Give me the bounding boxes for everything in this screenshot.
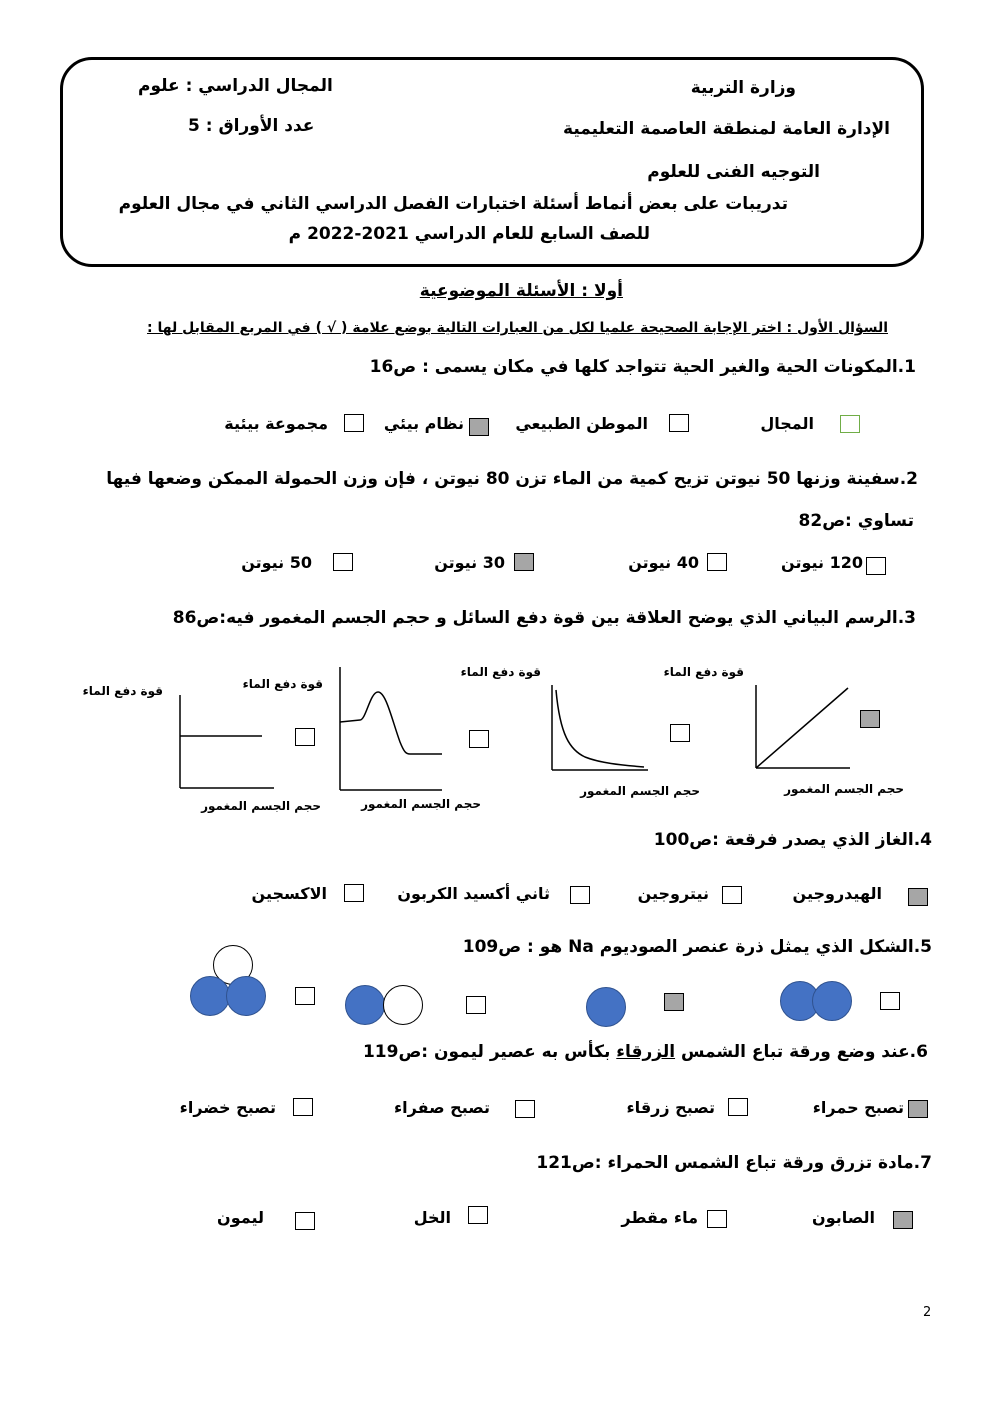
page-number: 2 (923, 1305, 932, 1320)
q4-option-1-label: الهيدروجين (792, 884, 882, 903)
q3-option-3-checkbox[interactable] (469, 730, 489, 748)
q1-option-4-label: مجموعة بيئية (224, 414, 328, 433)
field-label: المجال الدراسي : علوم (138, 76, 333, 96)
q2-option-3-checkbox[interactable] (514, 553, 534, 571)
q3-option-2-checkbox[interactable] (670, 724, 690, 742)
question-2-text: 2.سفينة وزنها 50 نيوتن تزيح كمية من الماء تزن 80 نيوتن ، فإن وزن الحمولة الممكن وضعها فيها (106, 469, 918, 489)
q1-option-1-label: المجال (760, 414, 814, 433)
section-title: أولا : الأسئلة الموضوعية (419, 281, 623, 301)
graph-3-curve (340, 692, 442, 754)
q5-shape-3-atom-blue (345, 985, 385, 1025)
q6-option-2-checkbox[interactable] (728, 1098, 748, 1116)
graph-2-curve (556, 690, 644, 767)
q5-shape-4-atom-blue-b (226, 976, 266, 1016)
graph-3-peak (330, 662, 450, 797)
question-4-text: 4.الغاز الذي يصدر فرقعة :ص100 (653, 830, 932, 850)
graph-2-ylabel: قوة دفع الماء (460, 665, 541, 679)
graph-1-linear-increase (740, 680, 890, 780)
q4-option-2-checkbox[interactable] (722, 886, 742, 904)
q2-option-2-label: 40 نيوتن (628, 553, 699, 572)
question-3-text: 3.الرسم البياني الذي يوضح العلاقة بين قوة دفع السائل و حجم الجسم المغمور فيه:ص86 (172, 608, 916, 628)
q2-option-1-label: 120 نيوتن (781, 553, 863, 572)
q2-option-4-checkbox[interactable] (333, 553, 353, 571)
pages-count: عدد الأوراق : 5 (188, 116, 315, 136)
graph-4-constant (170, 690, 280, 795)
q6-option-1-checkbox[interactable] (908, 1100, 928, 1118)
q7-option-4-checkbox[interactable] (295, 1212, 315, 1230)
question-6-text (363, 1042, 928, 1062)
ministry-name: وزارة التربية (690, 78, 796, 98)
q6-option-4-checkbox[interactable] (293, 1098, 313, 1116)
header-title-line2: للصف السابع للعام الدراسي 2021-2022 م (288, 224, 650, 244)
q5-shape-2-atom (586, 987, 626, 1027)
question-2-text-cont: تساوي :ص82 (798, 511, 914, 531)
question-6-text-before: 6.عند وضع ورقة تباع الشمس (675, 1042, 928, 1062)
graph-3-ylabel: قوة دفع الماء (242, 677, 323, 691)
graph-2-xlabel: حجم الجسم المغمور (580, 784, 700, 798)
question-6-underlined-word: الزرقاء (616, 1042, 676, 1062)
q5-shape-4-atom-blue-a (190, 976, 230, 1016)
header-title-line1: تدريبات على بعض أنماط أسئلة اختبارات الفصل الدراسي الثاني في مجال العلوم (118, 194, 788, 214)
q4-option-4-label: الاكسجين (251, 884, 327, 903)
question-instruction: السؤال الأول : اختر الإجابة الصحيحة علميا لكل من العبارات التالية بوضع علامة ( √ ) في المربع المقابل لها : (147, 320, 888, 336)
question-1-text: 1.المكونات الحية والغير الحية تتواجد كلها في مكان يسمى : ص16 (369, 357, 916, 377)
question-5-text: 5.الشكل الذي يمثل ذرة عنصر الصوديوم Na هو : ص109 (462, 937, 932, 957)
q1-option-3-checkbox[interactable] (469, 418, 489, 436)
graph-1-xlabel: حجم الجسم المغمور (784, 782, 904, 796)
q1-option-4-checkbox[interactable] (344, 414, 364, 432)
q5-option-1-checkbox[interactable] (880, 992, 900, 1010)
q7-option-1-checkbox[interactable] (893, 1211, 913, 1229)
q1-option-2-label: الموطن الطبيعي (515, 414, 648, 433)
q7-option-2-label: ماء مقطر (621, 1208, 698, 1227)
graph-2-decay (540, 675, 660, 780)
q6-option-4-label: تصبح خضراء (179, 1098, 276, 1117)
q6-option-3-checkbox[interactable] (515, 1100, 535, 1118)
graph-4-ylabel: قوة دفع الماء (82, 684, 163, 698)
q6-option-2-label: تصبح زرقاء (626, 1098, 715, 1117)
q4-option-3-checkbox[interactable] (570, 886, 590, 904)
question-6-text-after: بكأس به عصير ليمون :ص119 (362, 1042, 617, 1062)
q4-option-3-label: ثاني أكسيد الكربون (397, 884, 550, 903)
q6-option-3-label: تصبح صفراء (394, 1098, 490, 1117)
q1-option-3-label: نظام بيئي (383, 414, 464, 433)
q4-option-1-checkbox[interactable] (908, 888, 928, 906)
q3-option-4-checkbox[interactable] (295, 728, 315, 746)
graph-3-xlabel: حجم الجسم المغمور (361, 797, 481, 811)
q5-shape-3-atom-white (383, 985, 423, 1025)
q6-option-1-label: تصبح حمراء (812, 1098, 904, 1117)
q1-option-1-checkbox[interactable] (840, 415, 860, 433)
q5-option-3-checkbox[interactable] (466, 996, 486, 1014)
q2-option-2-checkbox[interactable] (707, 553, 727, 571)
q5-option-4-checkbox[interactable] (295, 987, 315, 1005)
q7-option-3-checkbox[interactable] (468, 1206, 488, 1224)
q7-option-2-checkbox[interactable] (707, 1210, 727, 1228)
q2-option-1-checkbox[interactable] (866, 557, 886, 575)
graph-1-ylabel: قوة دفع الماء (663, 665, 744, 679)
q5-option-2-checkbox[interactable] (664, 993, 684, 1011)
q7-option-3-label: الخل (413, 1208, 451, 1227)
q4-option-4-checkbox[interactable] (344, 884, 364, 902)
q7-option-1-label: الصابون (812, 1208, 875, 1227)
graph-4-xlabel: حجم الجسم المغمور (201, 799, 321, 813)
q2-option-4-label: 50 نيوتن (241, 553, 312, 572)
q1-option-2-checkbox[interactable] (669, 414, 689, 432)
graph-1-curve (756, 688, 848, 768)
directorate-name: الإدارة العامة لمنطقة العاصمة التعليمية (563, 119, 890, 139)
q5-shape-1-atom-b (812, 981, 852, 1021)
supervision-name: التوجيه الفنى للعلوم (647, 162, 820, 182)
question-7-text: 7.مادة تزرق ورقة تباع الشمس الحمراء :ص121 (536, 1153, 932, 1173)
q4-option-2-label: نيتروجين (637, 884, 709, 903)
q7-option-4-label: ليمون (217, 1208, 264, 1227)
q2-option-3-label: 30 نيوتن (434, 553, 505, 572)
q3-option-1-checkbox[interactable] (860, 710, 880, 728)
